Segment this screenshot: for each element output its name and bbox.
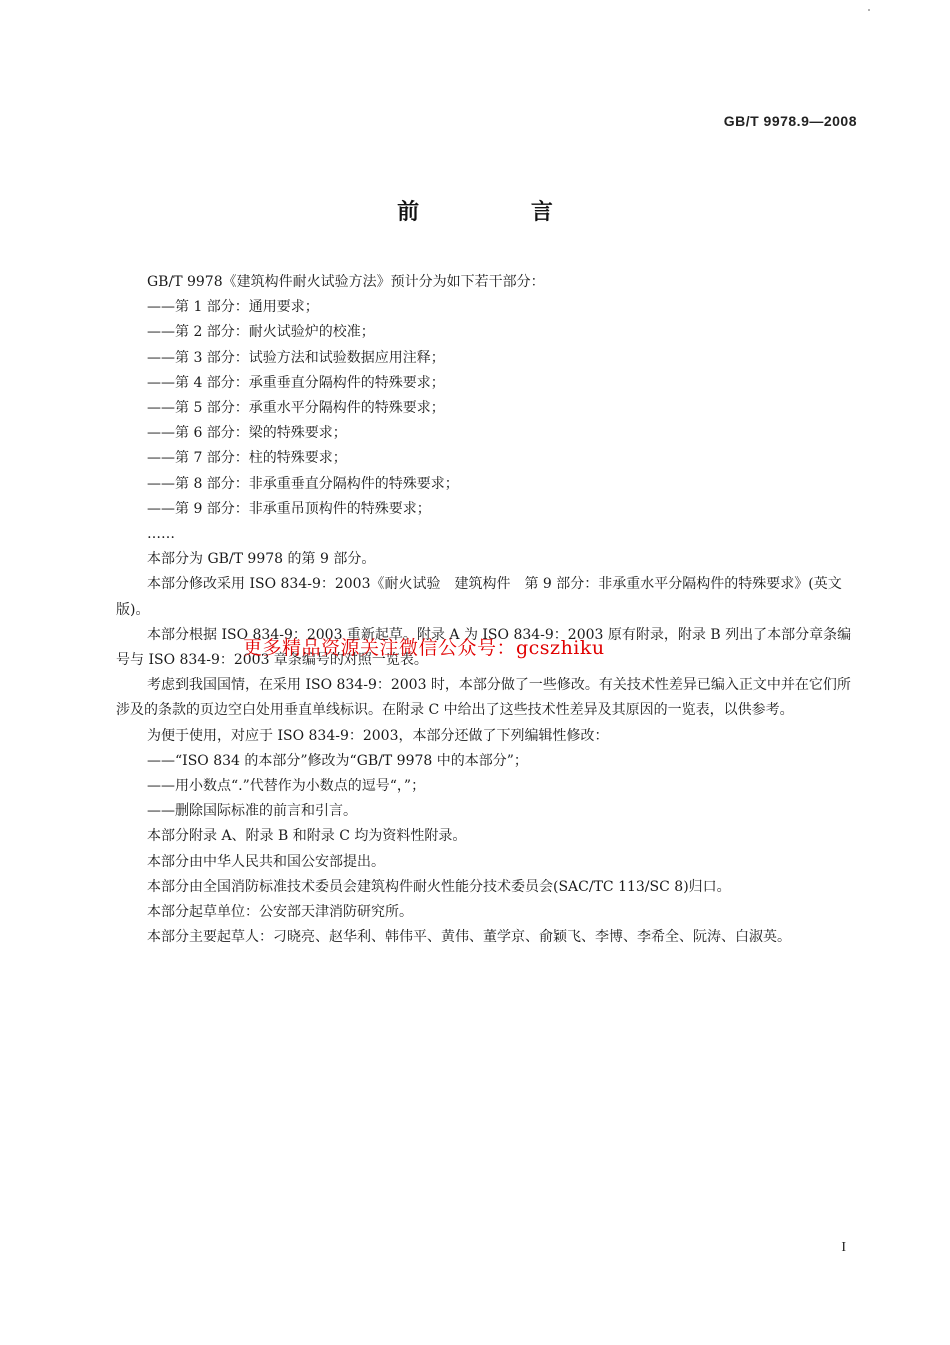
part-item: ——第 1 部分：通用要求；: [147, 299, 319, 316]
part-item: ——第 2 部分：耐火试验炉的校准；: [147, 324, 375, 341]
editorial-paragraph: 为便于使用，对应于 ISO 834-9：2003，本部分还做了下列编辑性修改：: [147, 727, 609, 744]
ellipsis: ……: [147, 526, 175, 543]
annex-paragraph: 本部分附录 A、附录 B 和附录 C 均为资料性附录。: [147, 828, 467, 845]
redraft-paragraph: 本部分根据 ISO 834-9：2003 重新起草。附录 A 为 ISO 834-9：2003 原有附录，附录 B 列出了本部分章条编号与 ISO 834-9：2003 章条编号的对照一览表。: [116, 626, 852, 669]
part-item: ——第 7 部分：柱的特殊要求；: [147, 450, 347, 467]
page-title: 前 言: [397, 200, 605, 225]
edit-item: ——“ISO 834 的本部分”修改为“GB/T 9978 中的本部分”；: [147, 752, 528, 769]
adoption-paragraph: 本部分修改采用 ISO 834-9：2003《耐火试验 建筑构件 第 9 部分：非承重水平分隔构件的特殊要求》(英文版)。: [116, 576, 842, 618]
centralized-by-paragraph: 本部分由全国消防标准技术委员会建筑构件耐火性能分技术委员会(SAC/TC 113/SC 8)归口。: [147, 878, 731, 895]
intro-paragraph: GB/T 9978《建筑构件耐火试验方法》预计分为如下若干部分：: [147, 274, 545, 290]
edit-item: ——删除国际标准的前言和引言。: [147, 803, 357, 820]
corner-dot: [868, 9, 870, 11]
part-item: ——第 3 部分：试验方法和试验数据应用注释；: [147, 349, 445, 366]
part-item: ——第 6 部分：梁的特殊要求；: [147, 425, 347, 442]
page-number: I: [841, 1240, 846, 1255]
watermark-text: 更多精品资源关注微信公众号：gcszhiku: [243, 637, 605, 659]
drafters-paragraph: 本部分主要起草人：刁晓亮、赵华利、韩伟平、黄伟、董学京、俞颖飞、李博、李希全、阮涛、白淑英。: [147, 929, 791, 946]
drafting-unit-paragraph: 本部分起草单位：公安部天津消防研究所。: [147, 904, 413, 921]
part-item: ——第 5 部分：承重水平分隔构件的特殊要求；: [147, 400, 445, 417]
edit-item: ——用小数点“.”代替作为小数点的逗号“，”；: [147, 778, 426, 795]
document-body: [116, 270, 858, 950]
part-item: ——第 4 部分：承重垂直分隔构件的特殊要求；: [147, 374, 445, 391]
standard-code: GB/T 9978.9—2008: [723, 113, 857, 129]
part-item: ——第 8 部分：非承重垂直分隔构件的特殊要求；: [147, 475, 459, 492]
proposed-by-paragraph: 本部分由中华人民共和国公安部提出。: [147, 853, 385, 870]
part-statement: 本部分为 GB/T 9978 的第 9 部分。: [147, 551, 376, 568]
part-item: ——第 9 部分：非承重吊顶构件的特殊要求；: [147, 500, 431, 517]
national-conditions-paragraph: 考虑到我国国情，在采用 ISO 834-9：2003 时，本部分做了一些修改。有关技术性差异已编入正文中并在它们所涉及的条款的页边空白处用垂直单线标识。在附录 C 中给出了这些技术性差异及其原因的一览表，以供参考。: [116, 677, 851, 719]
